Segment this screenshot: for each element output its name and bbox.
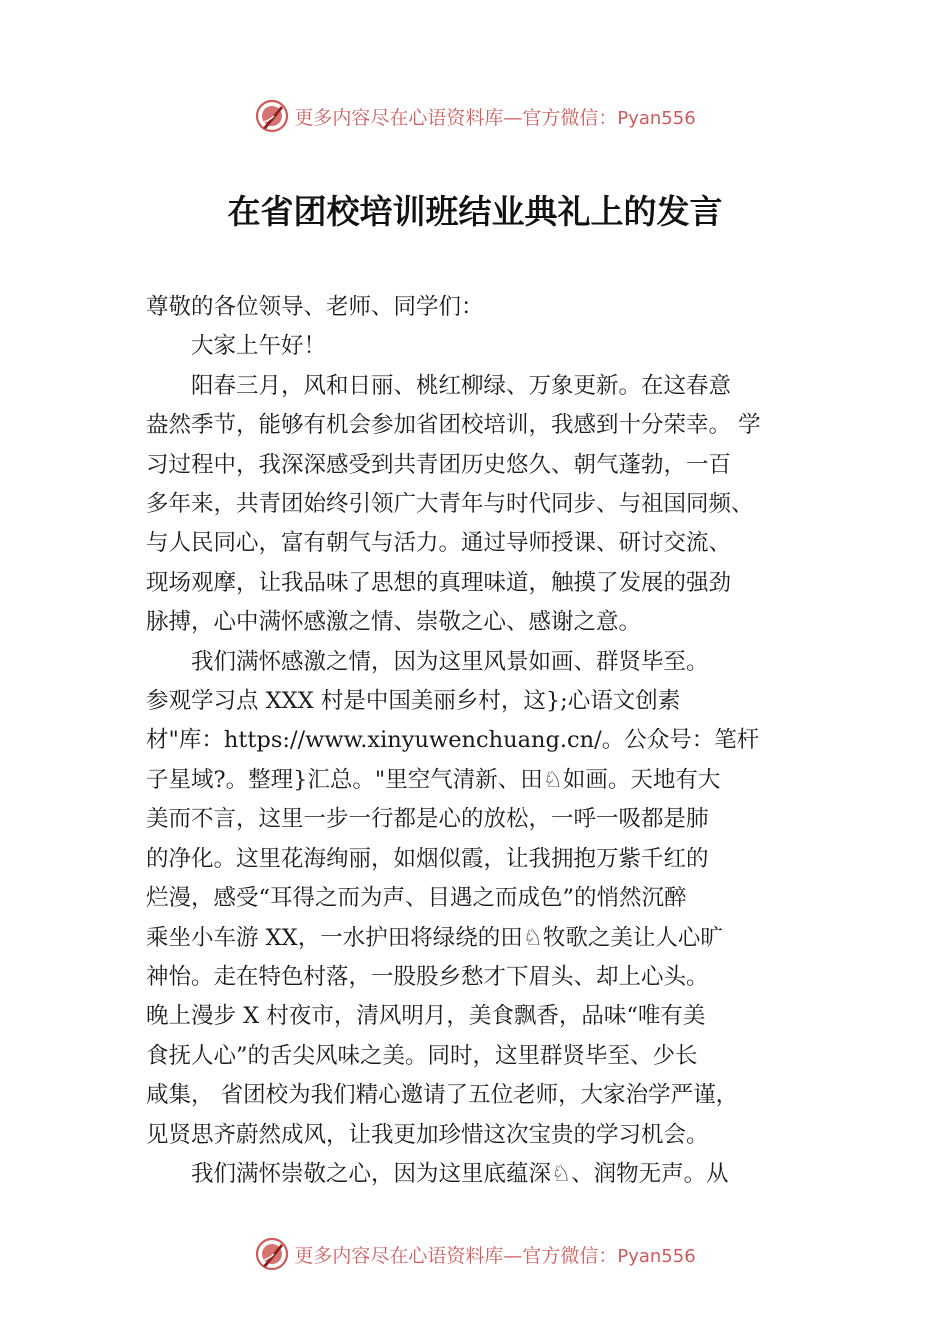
text-line: 乘坐小车游 XX，一水护田将绿绕的田♘牧歌之美让人心旷 — [146, 924, 723, 951]
greeting: 尊敬的各位领导、老师、同学们： — [146, 294, 484, 320]
text-line: 见贤思齐蔚然成风，让我更加珍惜这次宝贵的学习机会。 — [146, 1121, 709, 1148]
quill-pen-logo-icon — [254, 1236, 290, 1272]
footer-banner-text: 更多内容尽在心语资料库—官方微信：Pyan556 — [294, 1244, 696, 1267]
text-line: 参观学习点 XXX 村是中国美丽乡村，这};心语文创素 — [146, 688, 681, 715]
text-line: 大家上午好！ — [191, 333, 327, 360]
text-line: 材"库：https://www.xinyuwenchuang.cn/。公众号：笔杆 — [146, 727, 760, 754]
text-line: 晚上漫步 X 村夜市，清风明月，美食飘香，品味“唯有美 — [146, 1003, 706, 1030]
header-banner-text: 更多内容尽在心语资料库—官方微信：Pyan556 — [294, 106, 696, 129]
text-line: 食抚人心”的舌尖风味之美。同时，这里群贤毕至、少长 — [146, 1042, 698, 1069]
text-line: 多年来，共青团始终引领广大青年与时代同步、与祖国同频、 — [146, 491, 754, 518]
text-line: 咸集， 省团校为我们精心邀请了五位老师，大家治学严谨， — [146, 1082, 739, 1109]
text-line: 现场观摩，让我品味了思想的真理味道，触摸了发展的强劲 — [146, 569, 732, 596]
text-line: 脉搏，心中满怀感激之情、崇敬之心、感谢之意。 — [146, 609, 642, 636]
text-line: 的净化。这里花海绚丽，如烟似霞，让我拥抱万紫千红的 — [146, 845, 709, 872]
document-title: 在省团校培训班结业典礼上的发言 — [227, 192, 723, 231]
text-line: 盎然季节，能够有机会参加省团校培训，我感到十分荣幸。 学 — [146, 412, 761, 439]
text-line: 子星域?。整理}汇总。"里空气清新、田♘如画。天地有大 — [146, 766, 721, 793]
text-line: 我们满怀感激之情，因为这里风景如画、群贤毕至。 — [191, 648, 709, 675]
header-banner — [0, 96, 950, 136]
text-line: 美而不言，这里一步一行都是心的放松，一呼一吸都是肺 — [146, 806, 709, 833]
document-body — [146, 288, 826, 1194]
quill-pen-logo-icon — [254, 98, 290, 134]
text-line: 习过程中，我深深感受到共青团历史悠久、朝气蓬勃，一百 — [146, 451, 732, 478]
text-line: 阳春三月，风和日丽、桃红柳绿、万象更新。在这春意 — [191, 372, 732, 399]
text-line: 与人民同心，富有朝气与活力。通过导师授课、研讨交流、 — [146, 530, 732, 557]
text-line: 我们满怀崇敬之心，因为这里底蕴深♘、润物无声。从 — [191, 1160, 729, 1187]
text-line: 神怡。走在特色村落，一股股乡愁才下眉头、却上心头。 — [146, 963, 709, 990]
text-line: 烂漫，感受“耳得之而为声、目遇之而成色”的悄然沉醉 — [146, 885, 687, 912]
footer-banner — [0, 1234, 950, 1274]
paragraph-lines — [146, 327, 826, 1194]
